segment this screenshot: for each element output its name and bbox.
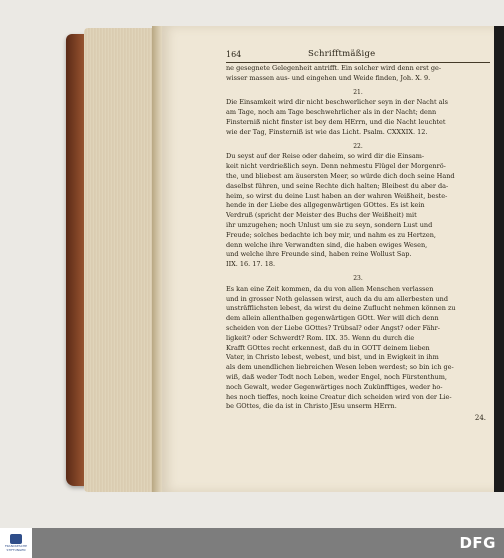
text-line: hende in der Liebe des allgegenwärtigen GOttes. Es ist kein [226,201,425,210]
text-line: denn welche ihre Verwandten sind, die haben ewiges Wesen, [226,240,428,249]
text-line: wiß, daß weder Todt noch Leben, weder Engel, noch Fürstenthum, [226,372,447,381]
text-line: ihr umzugehen; noch Unlust um sie zu seyn, sondern Lust und [226,220,433,229]
text-line: und welche ihre Freunde sind, haben reine Wollust Sap. [226,250,412,259]
text-line: hes noch tieffes, noch keine Creatur dich scheiden wird von der Lie- [226,392,452,401]
text-line: the, und bliebest am äusersten Meer, so würde dich doch seine Hand [226,171,455,180]
text-section [226,142,490,270]
text-line: Die Einsamkeit wird dir nicht beschwerlicher seyn in der Nacht als [226,98,448,107]
text-line: IIX. 16. 17. 18. [226,260,276,269]
viewer-edge [494,26,504,492]
text-line: daselbst führen, und seine Rechte dich halten; Bleibest du aber da- [226,181,449,190]
text-line: Freude; solches bedachte ich bey mir, und nahm es zu Hertzen, [226,230,436,239]
page-header [226,50,490,62]
text-line: scheiden von der Liebe GOttes? Trübsal? oder Angst? oder Fähr- [226,323,440,332]
text-line: noch Gewalt, weder Gegenwärtiges noch Zukünfftiges, weder ho- [226,382,443,391]
text-line: Krafft GOttes recht erkennest, daß du in GOTT deinem lieben [226,343,430,352]
text-section [226,64,490,84]
text-line: am Tage, noch am Tage beschwehrlicher als in der Nacht; denn [226,108,437,117]
stiftungen-emblem-icon [10,534,22,544]
header-rule [226,62,490,63]
text-line: Verdruß (spricht der Meister des Buchs der Weißheit) mit [226,211,417,220]
text-line: Finsterniß nicht finster ist bey dem HErrn, und die Nacht leuchtet [226,117,446,126]
text-section [226,274,490,412]
footer-bar [0,528,504,558]
text-line: unsträfflichsten lebest, da wirst du deine Zuflucht nehmen können zu [226,304,456,313]
text-line: heim, so wirst du deine Lust haben an der wahren Weißheit, beste- [226,191,448,200]
book-page [162,26,496,492]
text-line: be GOttes, die da ist in Christo JEsu unserm HErrn. [226,402,397,411]
section-number: 21. [353,88,363,96]
text-line: wisser massen aus- und eingehen und Weide finden, Joh. X. 9. [226,73,431,82]
dfg-logo[interactable]: DFG [459,534,496,552]
text-line: ligkeit? oder Schwerdt? Rom. IIX. 35. Wenn du durch die [226,333,415,342]
text-section [226,88,490,138]
catchword: 24. [474,414,486,423]
text-line: dem allein allenthalben gegenwärtigen GOtt. Wer will dich denn [226,314,439,323]
section-number: 22. [353,142,363,150]
running-head: Schrifftmäßige [308,49,376,59]
section-number: 23. [353,274,363,282]
sections [226,64,490,412]
text-line: keit nicht verdrießlich seyn. Denn nehmestu Flügel der Morgenrö- [226,162,446,171]
text-line: wie der Tag, Finsterniß ist wie das Licht. Psalm. CXXXIX. 12. [226,127,428,136]
text-line: Es kan eine Zeit kommen, da du von allen Menschen verlassen [226,284,434,293]
text-line: Vater, in Christo lebest, webest, und bist, und in Ewigkeit in ihm [226,353,439,362]
page-number: 164 [226,50,242,59]
text-line: Du seyst auf der Reise oder daheim, so wird dir die Einsam- [226,152,425,161]
logo-label: FRANCKESCHE STIFTUNGEN [4,544,28,552]
book-scan [66,26,496,492]
text-line: als dem unendlichen liebreichen Wesen leben werdest; so bin ich ge- [226,363,454,372]
text-line: und in grosser Noth gelassen wirst, auch da du am allerbesten und [226,294,448,303]
page-text [226,50,490,424]
text-line: ne gesegnete Gelegenheit antrifft. Ein solcher wird denn erst ge- [226,64,442,72]
franckesche-stiftungen-logo[interactable] [0,528,32,558]
page-edges [84,28,158,492]
